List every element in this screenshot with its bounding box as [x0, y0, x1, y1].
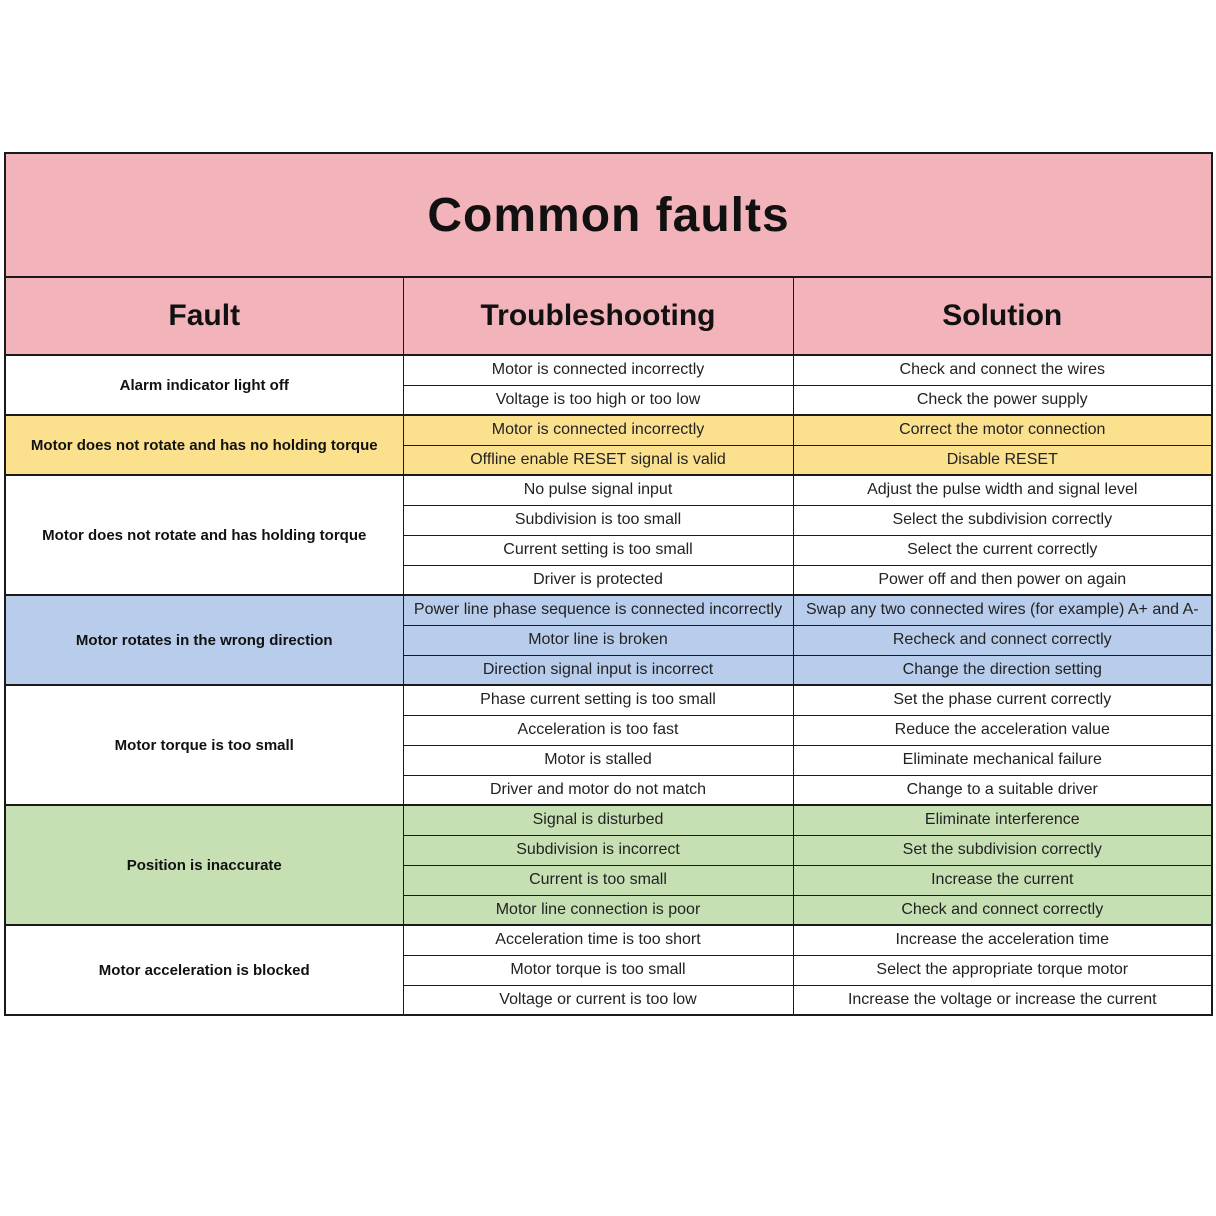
troubleshooting-cell: Motor is connected incorrectly [403, 355, 793, 385]
troubleshooting-cell: Signal is disturbed [403, 805, 793, 835]
troubleshooting-cell: Motor torque is too small [403, 955, 793, 985]
solution-cell: Recheck and connect correctly [793, 625, 1212, 655]
solution-cell: Increase the current [793, 865, 1212, 895]
title-row [5, 153, 1212, 277]
solution-cell: Change to a suitable driver [793, 775, 1212, 805]
troubleshooting-cell: Motor is stalled [403, 745, 793, 775]
troubleshooting-cell: Subdivision is incorrect [403, 835, 793, 865]
solution-cell: Check the power supply [793, 385, 1212, 415]
table-row [5, 475, 1212, 505]
troubleshooting-cell: Driver is protected [403, 565, 793, 595]
troubleshooting-cell: Motor line is broken [403, 625, 793, 655]
common-faults-table [4, 152, 1213, 1016]
troubleshooting-cell: Motor line connection is poor [403, 895, 793, 925]
table-row [5, 355, 1212, 385]
column-header-row [5, 277, 1212, 355]
troubleshooting-cell: Voltage is too high or too low [403, 385, 793, 415]
fault-cell: Motor does not rotate and has holding torque [5, 475, 403, 595]
fault-cell: Position is inaccurate [5, 805, 403, 925]
troubleshooting-cell: No pulse signal input [403, 475, 793, 505]
troubleshooting-cell: Driver and motor do not match [403, 775, 793, 805]
table-row [5, 415, 1212, 445]
solution-cell: Set the subdivision correctly [793, 835, 1212, 865]
table-row [5, 925, 1212, 955]
troubleshooting-cell: Acceleration time is too short [403, 925, 793, 955]
solution-cell: Correct the motor connection [793, 415, 1212, 445]
troubleshooting-cell: Direction signal input is incorrect [403, 655, 793, 685]
fault-cell: Motor rotates in the wrong direction [5, 595, 403, 685]
solution-cell: Reduce the acceleration value [793, 715, 1212, 745]
column-header-fault: Fault [5, 277, 403, 355]
column-header-solution: Solution [793, 277, 1212, 355]
fault-cell: Motor torque is too small [5, 685, 403, 805]
solution-cell: Set the phase current correctly [793, 685, 1212, 715]
fault-cell: Motor acceleration is blocked [5, 925, 403, 1015]
solution-cell: Swap any two connected wires (for example) A+ and A- [793, 595, 1212, 625]
solution-cell: Check and connect the wires [793, 355, 1212, 385]
solution-cell: Disable RESET [793, 445, 1212, 475]
solution-cell: Eliminate mechanical failure [793, 745, 1212, 775]
troubleshooting-cell: Voltage or current is too low [403, 985, 793, 1015]
troubleshooting-cell: Current setting is too small [403, 535, 793, 565]
table-row [5, 685, 1212, 715]
solution-cell: Adjust the pulse width and signal level [793, 475, 1212, 505]
troubleshooting-cell: Current is too small [403, 865, 793, 895]
troubleshooting-cell: Power line phase sequence is connected incorrectly [403, 595, 793, 625]
solution-cell: Eliminate interference [793, 805, 1212, 835]
solution-cell: Select the subdivision correctly [793, 505, 1212, 535]
troubleshooting-cell: Subdivision is too small [403, 505, 793, 535]
troubleshooting-cell: Offline enable RESET signal is valid [403, 445, 793, 475]
table-title: Common faults [5, 153, 1212, 277]
solution-cell: Increase the voltage or increase the current [793, 985, 1212, 1015]
troubleshooting-cell: Acceleration is too fast [403, 715, 793, 745]
fault-table-body [5, 355, 1212, 1015]
column-header-troubleshooting: Troubleshooting [403, 277, 793, 355]
table-row [5, 595, 1212, 625]
solution-cell: Change the direction setting [793, 655, 1212, 685]
solution-cell: Increase the acceleration time [793, 925, 1212, 955]
table-row [5, 805, 1212, 835]
solution-cell: Power off and then power on again [793, 565, 1212, 595]
troubleshooting-cell: Motor is connected incorrectly [403, 415, 793, 445]
solution-cell: Check and connect correctly [793, 895, 1212, 925]
fault-cell: Motor does not rotate and has no holding torque [5, 415, 403, 475]
fault-cell: Alarm indicator light off [5, 355, 403, 415]
troubleshooting-cell: Phase current setting is too small [403, 685, 793, 715]
solution-cell: Select the appropriate torque motor [793, 955, 1212, 985]
table-header [5, 153, 1212, 355]
solution-cell: Select the current correctly [793, 535, 1212, 565]
